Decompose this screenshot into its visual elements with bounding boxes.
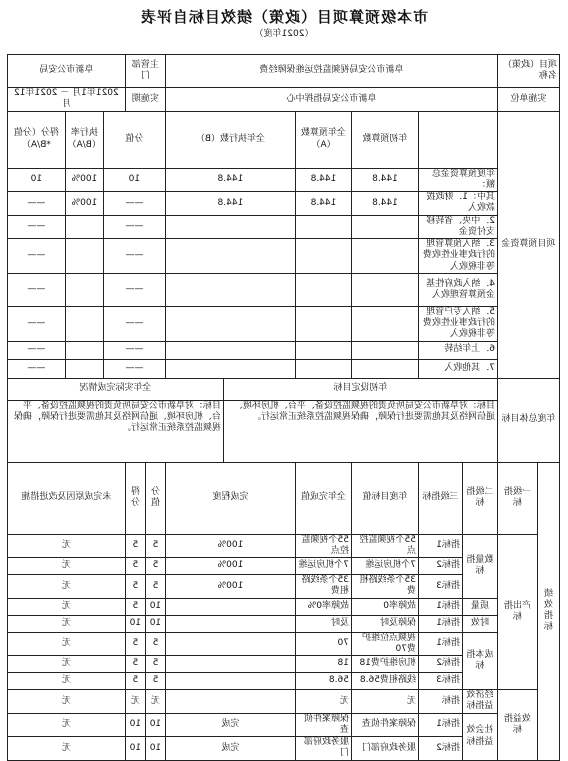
funds-value-cell: ——: [7, 239, 65, 274]
project-name-label: 项目（政策）名称: [497, 55, 559, 88]
indicator-reason: 无: [7, 632, 125, 656]
table-row: [7, 632, 559, 656]
indicator-group-label: 社会效益指标: [462, 713, 497, 760]
indicator-key: 指标1: [418, 598, 462, 615]
table-row: [7, 215, 559, 239]
indicator-score: 5: [145, 534, 165, 558]
indicator-got: 5: [125, 673, 145, 690]
funds-value-cell: [165, 341, 295, 359]
funds-value-cell: 10: [103, 168, 165, 192]
impl-period-label: 实施期: [125, 88, 165, 112]
indicator-completion: 100%: [165, 575, 295, 599]
indicator-key: 指标3: [418, 575, 462, 599]
funds-row-label: 2．中央、省转移支付资金: [418, 215, 497, 239]
funds-row-label: 3．纳入预算管理的行政事业性收费等非税收入: [418, 239, 497, 274]
indicators-col-header: 完成程度: [165, 462, 295, 534]
page-title: 市本级预算项目（政策）绩效目标自评表: [140, 8, 429, 26]
funds-col-header: 执行率（B/A）: [65, 111, 103, 168]
funds-value-cell: ——: [7, 341, 65, 359]
funds-value-cell: [165, 306, 295, 341]
indicator-reason: 无: [7, 656, 125, 673]
indicator-group-label: 质量: [462, 598, 497, 615]
indicator-got: 10: [125, 713, 145, 737]
overall-actual-text: 目标：对阜新市公安局所负责的视频监控设备、平台、机房环境、通信网络及其他需要进行保障，确保视频监控系统正常运行。: [7, 400, 223, 462]
indicators-col-header: 一级指标: [497, 462, 537, 534]
indicator-key: 指标2: [418, 558, 462, 575]
funds-value-cell: [351, 215, 418, 239]
indicators-col-header: 年度目标值: [351, 462, 418, 534]
indicator-key: 指标: [418, 690, 462, 714]
funds-value-cell: ——: [7, 215, 65, 239]
indicator-group-label: 成本指标: [462, 632, 497, 690]
funds-value-cell: [295, 341, 351, 359]
indicator-completion: [165, 598, 295, 615]
table-row: [7, 273, 559, 306]
table-row: [7, 341, 559, 359]
funds-value-cell: [351, 273, 418, 306]
indicator-got: 5: [125, 575, 145, 599]
indicator-target: 保障及时: [351, 615, 418, 632]
funds-value-cell: 144.8: [351, 192, 418, 216]
indicator-score: 10: [145, 713, 165, 737]
indicator-completion: [165, 632, 295, 656]
indicator-got: 5: [125, 534, 145, 558]
overall-planned-text: 目标：对阜新市公安局所负责的视频监控设备、平台、机房环境、通信网络及其他需要进行保障，确保视频监控系统正常运行。: [223, 400, 497, 462]
benefit-indicators-label: 效益指标: [497, 690, 537, 761]
table-row: [7, 359, 559, 378]
output-indicators-label: 产出指标: [497, 534, 537, 690]
indicators-col-header: 得分: [125, 462, 145, 534]
indicators-col-header: 未完成原因及改进措施: [7, 462, 125, 534]
indicator-target: 服务政府部门: [351, 737, 418, 761]
table-row: [7, 168, 559, 192]
evaluation-table: [7, 54, 560, 761]
competent-dept-label: 主管部门: [125, 55, 165, 88]
indicator-score: 10: [145, 615, 165, 632]
indicator-score: 10: [145, 598, 165, 615]
indicator-score: 5: [145, 575, 165, 599]
indicator-reason: 无: [7, 558, 125, 575]
indicator-got: 5: [125, 598, 145, 615]
funds-col-header: 全年执行数（B）: [165, 111, 295, 168]
indicator-completion: 完成: [165, 713, 295, 737]
indicator-got: 5: [125, 656, 145, 673]
indicator-key: 指标3: [418, 673, 462, 690]
indicator-key: 指标1: [418, 534, 462, 558]
indicator-actual: 及时: [295, 615, 351, 632]
funds-row-label: 6．上年结转: [418, 341, 497, 359]
funds-value-cell: 144.8: [295, 168, 351, 192]
funds-value-cell: [165, 239, 295, 274]
funds-value-cell: ——: [7, 273, 65, 306]
indicator-target: 故障率0: [351, 598, 418, 615]
table-row: [7, 306, 559, 341]
indicator-got: 10: [125, 737, 145, 761]
indicator-group-label: 数量指标: [462, 534, 497, 598]
funds-value-cell: [295, 359, 351, 378]
funds-value-cell: [65, 306, 103, 341]
overall-actual-label: 全年实际完成情况: [7, 378, 223, 400]
indicator-key: 指标1: [418, 713, 462, 737]
funds-value-cell: 144.8: [165, 192, 295, 216]
indicator-group-label: 经济效益指标: [462, 690, 497, 714]
table-row: [7, 111, 559, 168]
funds-value-cell: [295, 215, 351, 239]
indicators-col-header: 三级指标: [418, 462, 462, 534]
indicator-target: 无: [351, 690, 418, 714]
indicator-key: 指标2: [418, 737, 462, 761]
indicator-reason: 无: [7, 713, 125, 737]
table-row: [7, 534, 559, 558]
indicators-col-header: 二级指标: [462, 462, 497, 534]
indicator-completion: [165, 690, 295, 714]
indicator-completion: 100%: [165, 558, 295, 575]
funds-value-cell: [65, 273, 103, 306]
indicator-completion: [165, 673, 295, 690]
indicator-got: 5: [125, 558, 145, 575]
funds-col-header: 年初预算数: [351, 111, 418, 168]
funds-value-cell: ——: [7, 306, 65, 341]
funds-col-header: 分值: [103, 111, 165, 168]
indicator-target: 55个视频监控点: [351, 534, 418, 558]
impl-unit-label: 实施单位: [497, 88, 559, 112]
funds-header-blank: [418, 111, 497, 168]
indicator-actual: 70: [295, 632, 351, 656]
table-row: [7, 400, 559, 462]
funds-value-cell: [295, 306, 351, 341]
funds-value-cell: [295, 273, 351, 306]
indicator-completion: [165, 615, 295, 632]
indicator-got: 无: [125, 690, 145, 714]
funds-value-cell: [351, 359, 418, 378]
indicator-reason: 无: [7, 737, 125, 761]
indicator-got: 10: [125, 615, 145, 632]
funds-value-cell: 144.8: [351, 168, 418, 192]
table-row: [7, 598, 559, 615]
indicator-target: 35个条线路租费: [351, 575, 418, 599]
indicator-key: 指标1: [418, 615, 462, 632]
indicator-actual: 35个条线路租费: [295, 575, 351, 599]
indicator-key: 指标1: [418, 632, 462, 656]
funds-value-cell: [351, 306, 418, 341]
indicator-group-label: 时效: [462, 615, 497, 632]
impl-unit-value: 阜新市公安局指挥中心: [165, 88, 497, 112]
indicator-target: 视频点位维护费70: [351, 632, 418, 656]
indicator-score: 5: [145, 673, 165, 690]
funds-value-cell: [351, 239, 418, 274]
indicators-col-header: 全年完成值: [295, 462, 351, 534]
funds-value-cell: [65, 215, 103, 239]
funds-value-cell: ——: [103, 239, 165, 274]
indicator-completion: 100%: [165, 534, 295, 558]
indicator-completion: [165, 656, 295, 673]
funds-value-cell: [65, 239, 103, 274]
funds-value-cell: [65, 359, 103, 378]
funds-value-cell: [351, 341, 418, 359]
page-subtitle: （2021年度）: [254, 29, 314, 39]
indicator-actual: 故障率0%: [295, 598, 351, 615]
table-row: [7, 615, 559, 632]
impl-period-value: 2021年1月 － 2021年12月: [7, 88, 125, 112]
indicator-completion: 完成: [165, 737, 295, 761]
funds-row-label: 4．纳入政府性基金预算管理收入: [418, 273, 497, 306]
indicator-actual: 7个机房运维: [295, 558, 351, 575]
funds-row-label: 年度预算资金总额：: [418, 168, 497, 192]
funds-value-cell: ——: [103, 192, 165, 216]
indicator-actual: 保障案件侦查: [295, 713, 351, 737]
funds-value-cell: ——: [103, 306, 165, 341]
funds-value-cell: ——: [7, 192, 65, 216]
indicator-score: 5: [145, 558, 165, 575]
indicator-got: 5: [125, 632, 145, 656]
indicator-target: 线路租费56.8: [351, 673, 418, 690]
funds-row-label: 其中：1．财政拨款收入: [418, 192, 497, 216]
indicator-target: 保障案件侦查: [351, 713, 418, 737]
indicator-actual: 56.8: [295, 673, 351, 690]
funds-value-cell: ——: [7, 359, 65, 378]
indicator-reason: 无: [7, 690, 125, 714]
funds-value-cell: ——: [103, 341, 165, 359]
overall-planned-label: 年初设定目标: [223, 378, 497, 400]
table-row: [7, 378, 559, 400]
overall-section-label: 年度总体目标: [497, 378, 559, 462]
indicator-score: 5: [145, 632, 165, 656]
funds-row-label: 7．其他收入: [418, 359, 497, 378]
funds-value-cell: [295, 239, 351, 274]
table-row: [7, 713, 559, 737]
funds-value-cell: [165, 359, 295, 378]
table-row: [7, 192, 559, 216]
indicator-score: 无: [145, 690, 165, 714]
table-row: [7, 239, 559, 274]
indicators-section-label: 绩效指标: [538, 462, 560, 760]
funds-value-cell: [65, 341, 103, 359]
project-name-value: 阜新市公安局视频监控运维保障经费: [165, 55, 497, 88]
indicator-reason: 无: [7, 534, 125, 558]
indicator-reason: 无: [7, 575, 125, 599]
indicator-target: 机房维护费18: [351, 656, 418, 673]
funds-col-header: 得分（分值*B/A）: [7, 111, 65, 168]
funds-value-cell: 10: [7, 168, 65, 192]
funds-row-label: 5．纳入专户管理的行政事业性收费等非税收入: [418, 306, 497, 341]
funds-section-label: 项目预算资金: [497, 111, 559, 378]
indicator-reason: 无: [7, 598, 125, 615]
indicator-actual: 无: [295, 690, 351, 714]
funds-value-cell: 144.8: [295, 192, 351, 216]
funds-col-header: 全年预算数（A）: [295, 111, 351, 168]
table-row: [7, 462, 559, 534]
indicator-actual: 55个视频监控点: [295, 534, 351, 558]
funds-value-cell: ——: [103, 215, 165, 239]
indicators-col-header: 分值: [145, 462, 165, 534]
funds-value-cell: [165, 215, 295, 239]
indicator-actual: 18: [295, 656, 351, 673]
funds-value-cell: ——: [103, 273, 165, 306]
funds-value-cell: 144.8: [165, 168, 295, 192]
indicator-actual: 服务政府部门: [295, 737, 351, 761]
funds-value-cell: [165, 273, 295, 306]
funds-value-cell: ——: [103, 359, 165, 378]
funds-value-cell: 100%: [65, 168, 103, 192]
indicator-target: 7个机房运维: [351, 558, 418, 575]
indicator-reason: 无: [7, 615, 125, 632]
indicator-key: 指标2: [418, 656, 462, 673]
funds-value-cell: 100%: [65, 192, 103, 216]
indicator-score: 10: [145, 737, 165, 761]
indicator-score: 5: [145, 656, 165, 673]
table-row: [7, 690, 559, 714]
indicator-reason: 无: [7, 673, 125, 690]
competent-dept-value: 阜新市公安局: [7, 55, 125, 88]
